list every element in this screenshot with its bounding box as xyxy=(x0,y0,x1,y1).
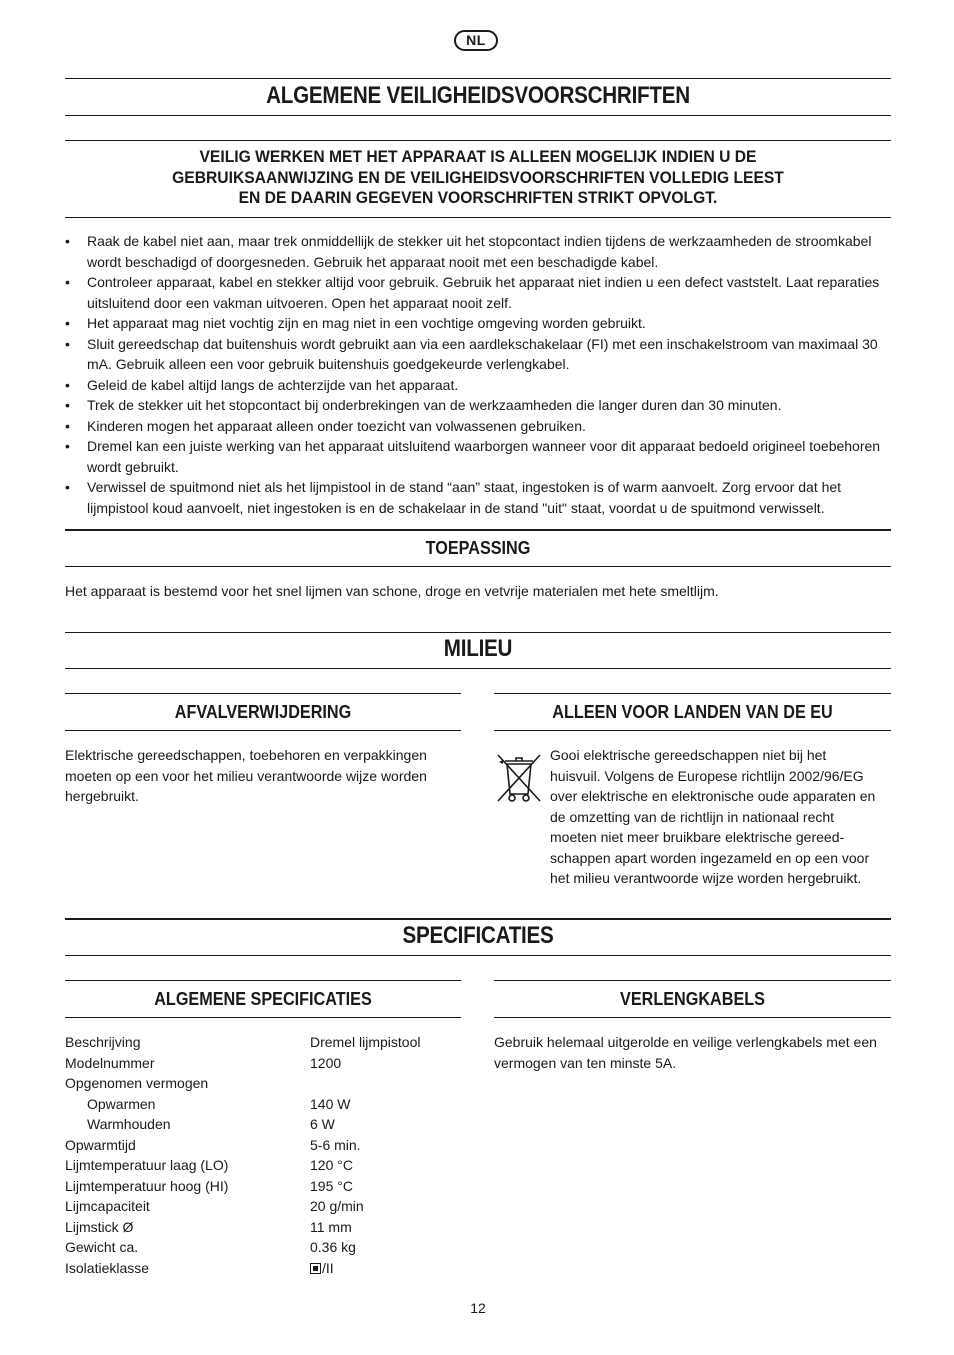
intro-line: VEILIG WERKEN MET HET APPARAAT IS ALLEEN MOGELIJK INDIEN U DE xyxy=(199,147,757,166)
text-line: over elektrische en elektronische oude apparaten en xyxy=(550,788,876,804)
cables-text xyxy=(494,1032,891,1073)
divider xyxy=(494,1017,891,1018)
spec-value: 195 °C xyxy=(310,1177,353,1194)
spec-value: 0.36 kg xyxy=(310,1239,356,1255)
bullet-glyph: • xyxy=(65,274,70,290)
spec-value: 140 W xyxy=(310,1095,351,1112)
language-badge: NL xyxy=(454,30,498,51)
spec-value: /II xyxy=(322,1259,334,1276)
bullet-line: Sluit gereedschap dat buitenshuis wordt gebruikt aan via een aardlekschakelaar (FI) met een inschakelstroom van maximaal 30 xyxy=(87,335,878,352)
disposal-title: AFVALVERWIJDERING xyxy=(174,702,352,722)
divider xyxy=(65,668,891,669)
list-item xyxy=(65,334,891,375)
table-row xyxy=(65,1237,465,1258)
bullet-line: Controleer apparaat, kabel en stekker altijd voor gebruik. Gebruik het apparaat niet indien u een defect vaststelt. Laat reparaties xyxy=(87,274,880,290)
bullet-line: Raak de kabel niet aan, maar trek onmiddellijk de stekker uit het stopcontact indien tijdens de werkzaamheden de stroomkabel xyxy=(87,233,872,249)
spec-value: 5-6 min. xyxy=(310,1136,361,1153)
bullet-glyph: • xyxy=(65,315,70,331)
bullet-line: uitsluitend door een vakman uitvoeren. Open het apparaat nooit zelf. xyxy=(87,294,512,311)
table-row xyxy=(65,1032,465,1053)
table-row xyxy=(65,1176,465,1197)
intro-line: GEBRUIKSAANWIJZING EN DE VEILIGHEIDSVOORSCHRIFTEN VOLLEDIG LEEST xyxy=(172,167,784,187)
list-item xyxy=(65,231,891,272)
spec-label: Lijmtemperatuur laag (LO) xyxy=(65,1157,229,1173)
spec-label: Modelnummer xyxy=(65,1054,155,1071)
table-row xyxy=(65,1094,465,1115)
divider xyxy=(65,632,891,633)
text-line: huisvuil. Volgens de Europese richtlijn 2002/96/EG xyxy=(550,767,864,784)
specs-title: SPECIFICATIES xyxy=(402,922,554,949)
spec-label: Lijmstick Ø xyxy=(65,1218,134,1235)
bullet-glyph: • xyxy=(65,438,70,454)
spec-label: Warmhouden xyxy=(87,1116,171,1132)
list-item xyxy=(65,395,891,416)
list-item xyxy=(65,375,891,396)
manual-page xyxy=(65,0,891,1355)
spec-label: Opgenomen vermogen xyxy=(65,1075,209,1091)
text-line: moeten niet meer bruikbare elektrische gereed- xyxy=(550,829,845,845)
divider xyxy=(65,693,461,694)
bullet-glyph: • xyxy=(65,376,70,393)
spec-value: Dremel lijmpistool xyxy=(310,1034,421,1050)
divider xyxy=(65,566,891,567)
list-item xyxy=(65,313,891,334)
safety-intro xyxy=(98,147,858,209)
table-row xyxy=(65,1155,465,1176)
divider xyxy=(65,955,891,956)
crossed-out-wheelie-bin-icon xyxy=(494,752,544,804)
divider xyxy=(65,78,891,79)
text-line: Gooi elektrische gereedschappen niet bij het xyxy=(550,747,827,763)
bullet-line: wordt beschadigd of doorgesneden. Gebruik het apparaat nooit met een beschadigde kabel. xyxy=(87,253,659,270)
safety-title: ALGEMENE VEILIGHEIDSVOORSCHRIFTEN xyxy=(266,82,690,109)
divider xyxy=(65,529,891,531)
bullet-line: wordt gebruikt. xyxy=(87,458,179,475)
spec-label: Opwarmen xyxy=(87,1095,156,1112)
environment-title: MILIEU xyxy=(443,635,513,662)
bullet-line: Verwissel de spuitmond niet als het lijmpistool in de stand “aan” staat, ingestoken is of warm aanvoelt. Zorg ervoor dat het xyxy=(87,479,842,495)
spec-value: 20 g/min xyxy=(310,1198,364,1214)
spec-label: Gewicht ca. xyxy=(65,1239,139,1255)
text-line: Elektrische gereedschappen, toebehoren en verpakkingen xyxy=(65,747,427,763)
bullet-line: Geleid de kabel altijd langs de achterzijde van het apparaat. xyxy=(87,376,459,393)
spec-value-with-icon xyxy=(310,1258,334,1279)
double-insulation-icon xyxy=(310,1263,321,1274)
page-number: 12 xyxy=(470,1300,486,1316)
spec-value: 11 mm xyxy=(310,1218,352,1235)
disposal-text xyxy=(65,745,461,807)
table-row xyxy=(65,1258,465,1279)
table-row xyxy=(65,1217,465,1238)
divider xyxy=(494,730,891,731)
bullet-glyph: • xyxy=(65,335,70,352)
intro-line: EN DE DAARIN GEGEVEN VOORSCHRIFTEN STRIKT OPVOLGT. xyxy=(238,188,718,207)
list-item xyxy=(65,416,891,437)
divider xyxy=(494,980,891,981)
text-line: hergebruikt. xyxy=(65,788,139,804)
spec-label: Lijmtemperatuur hoog (HI) xyxy=(65,1177,229,1194)
text-line: moeten op een voor het milieu verantwoorde wijze worden xyxy=(65,767,427,784)
list-item xyxy=(65,272,891,313)
list-item xyxy=(65,477,891,518)
table-row xyxy=(65,1053,465,1074)
bullet-line: Kinderen mogen het apparaat alleen onder toezicht van volwassenen gebruiken. xyxy=(87,417,586,434)
bullet-glyph: • xyxy=(65,233,70,249)
application-text: Het apparaat is bestemd voor het snel lijmen van schone, droge en vetvrije materialen met hete smeltlijm. xyxy=(65,583,719,599)
spec-label: Isolatieklasse xyxy=(65,1259,150,1276)
spec-value: 120 °C xyxy=(310,1157,353,1173)
spec-table xyxy=(65,1032,465,1278)
divider xyxy=(65,1017,461,1018)
divider xyxy=(65,140,891,141)
general-specs-title: ALGEMENE SPECIFICATIES xyxy=(154,989,372,1009)
text-line: de omzetting van de richtlijn in nationaal recht xyxy=(550,808,835,825)
divider xyxy=(65,730,461,731)
cables-title: VERLENGKABELS xyxy=(620,989,765,1009)
bullet-glyph: • xyxy=(65,417,70,434)
text-line: vermogen van ten minste 5A. xyxy=(494,1054,677,1071)
safety-bullet-list xyxy=(65,231,891,518)
divider xyxy=(65,918,891,920)
divider xyxy=(494,693,891,694)
bullet-line: Het apparaat mag niet vochtig zijn en mag niet in een vochtige omgeving worden gebruikt. xyxy=(87,315,646,331)
text-line: schappen apart worden ingezameld en op een voor xyxy=(550,849,870,866)
bullet-line: mA. Gebruik alleen een voor gebruik buitenshuis goedgekeurde verlengkabel. xyxy=(87,356,570,372)
spec-value: 1200 xyxy=(310,1054,342,1071)
table-row xyxy=(65,1196,465,1217)
spec-value: 6 W xyxy=(310,1116,335,1132)
bullet-line: Trek de stekker uit het stopcontact bij onderbrekingen van de werkzaamheden die langer duren dan 30 minuten. xyxy=(87,397,782,413)
eu-only-title: ALLEEN VOOR LANDEN VAN DE EU xyxy=(552,702,833,722)
spec-label: Opwarmtijd xyxy=(65,1136,136,1153)
spec-label: Lijmcapaciteit xyxy=(65,1198,150,1214)
list-item xyxy=(65,436,891,477)
table-row xyxy=(65,1114,465,1135)
text-line: Gebruik helemaal uitgerolde en veilige verlengkabels met een xyxy=(494,1034,877,1050)
table-row xyxy=(65,1073,465,1094)
application-title: TOEPASSING xyxy=(425,538,531,558)
divider xyxy=(65,217,891,218)
bullet-glyph: • xyxy=(65,397,70,413)
divider xyxy=(65,115,891,116)
bullet-line: Dremel kan een juiste werking van het apparaat uitsluitend waarborgen wanneer voor dit apparaat bedoeld origineel toebehoren xyxy=(87,438,881,454)
bullet-glyph: • xyxy=(65,479,70,495)
text-line: het milieu verantwoorde wijze worden hergebruikt. xyxy=(550,870,862,886)
spec-label: Beschrijving xyxy=(65,1034,141,1050)
bullet-line: lijmpistool koud aanvoelt, niet ingestoken is en de schakelaar in de stand "uit" staat, voordat u de spuitmond verwisselt. xyxy=(87,499,825,516)
eu-only-text xyxy=(550,745,891,889)
divider xyxy=(65,980,461,981)
table-row xyxy=(65,1135,465,1156)
